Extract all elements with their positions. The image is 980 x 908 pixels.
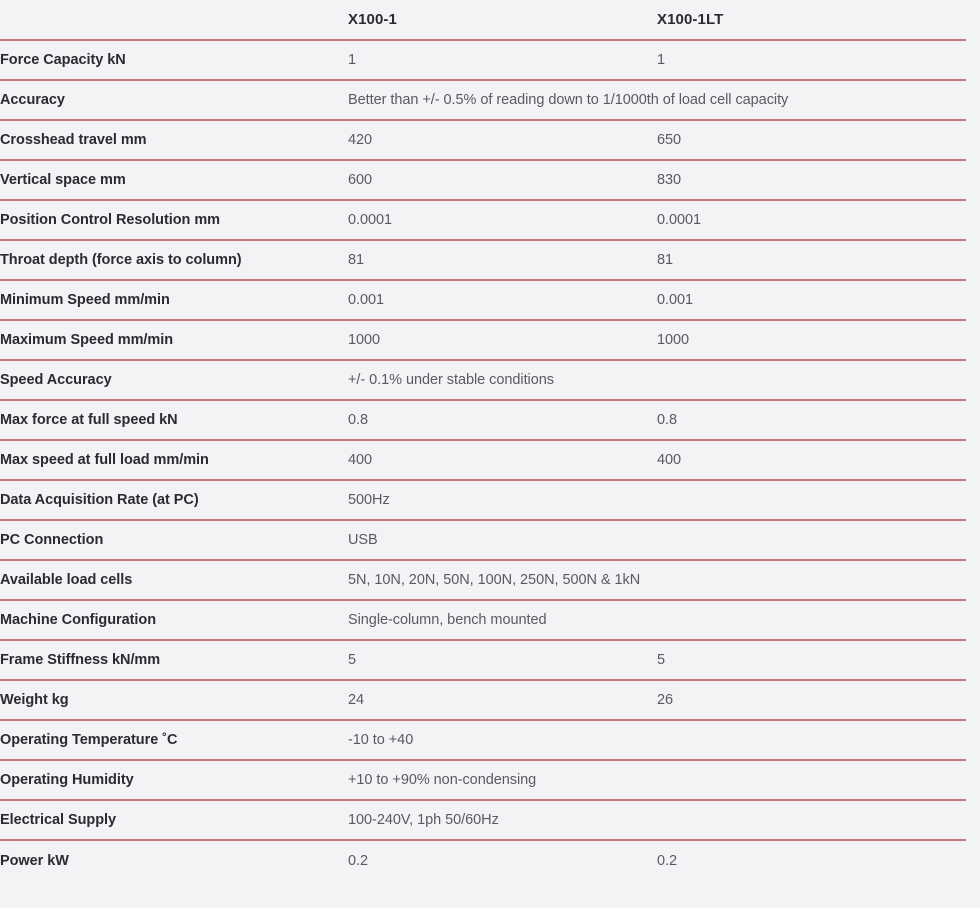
table-row [0, 720, 980, 760]
spec-value-x100-1: 0.2 [348, 852, 369, 869]
spec-label: Accuracy [0, 80, 348, 120]
table-row [0, 400, 980, 440]
table-row [0, 40, 980, 80]
spec-value-x100-1lt: 0.001 [657, 280, 980, 320]
spec-label: Max force at full speed kN [0, 400, 348, 440]
spec-label: Speed Accuracy [0, 360, 348, 400]
spec-value-x100-1: 0.0001 [348, 200, 657, 240]
spec-value-shared: 500Hz [348, 480, 980, 520]
spec-value-shared: -10 to +40 [348, 720, 980, 760]
table-row [0, 240, 980, 280]
spec-value-shared: USB [348, 520, 980, 560]
table-row [0, 760, 980, 800]
spec-value-shared: 100-240V, 1ph 50/60Hz [348, 800, 980, 840]
spec-value-x100-1: 5 [348, 640, 657, 680]
spec-value-x100-1lt: 1000 [657, 320, 980, 360]
spec-value-x100-1: 24 [348, 680, 657, 720]
spec-value-x100-1lt: 0.2 [657, 852, 678, 869]
table-row [0, 160, 980, 200]
table-row [0, 440, 980, 480]
spec-value-x100-1: 0.8 [348, 400, 657, 440]
spec-value-x100-1: 400 [348, 440, 657, 480]
spec-value-x100-1lt: 5 [657, 640, 980, 680]
table-header [0, 0, 980, 40]
spec-value-shared: Single-column, bench mounted [348, 600, 980, 640]
column-header-x100-1lt: X100-1LT [657, 0, 980, 40]
spec-value-x100-1lt: 830 [657, 160, 980, 200]
table-body [0, 40, 980, 880]
spec-label: Operating Humidity [0, 760, 348, 800]
spec-label: Operating Temperature ˚C [0, 720, 348, 760]
spec-label: Position Control Resolution mm [0, 200, 348, 240]
spec-value-shared: 5N, 10N, 20N, 50N, 100N, 250N, 500N & 1kN [348, 560, 980, 600]
spec-label: Max speed at full load mm/min [0, 440, 348, 480]
spec-value-x100-1: 1 [348, 40, 657, 80]
table-row [0, 640, 980, 680]
spec-label: Data Acquisition Rate (at PC) [0, 480, 348, 520]
spec-label: Available load cells [0, 560, 348, 600]
spec-label: Minimum Speed mm/min [0, 280, 348, 320]
table-row [0, 80, 980, 120]
spec-label: Weight kg [0, 680, 348, 720]
spec-value-x100-1: 1000 [348, 320, 657, 360]
spec-value-x100-1lt: 81 [657, 240, 980, 280]
spec-value-x100-1: 420 [348, 120, 657, 160]
table-header-row [0, 0, 980, 40]
table-row [0, 840, 980, 880]
spec-value-shared: Better than +/- 0.5% of reading down to 1/1000th of load cell capacity [348, 80, 980, 120]
table-row [0, 360, 980, 400]
spec-label: Electrical Supply [0, 800, 348, 840]
column-header-x100-1: X100-1 [348, 0, 657, 40]
column-header-specification [0, 0, 348, 40]
table-row [0, 120, 980, 160]
spec-label: Machine Configuration [0, 600, 348, 640]
spec-value-shared: +/- 0.1% under stable conditions [348, 360, 980, 400]
spec-label: Crosshead travel mm [0, 120, 348, 160]
table-row [0, 200, 980, 240]
table-row [0, 680, 980, 720]
spec-label: Maximum Speed mm/min [0, 320, 348, 360]
spec-label: Throat depth (force axis to column) [0, 240, 348, 280]
spec-label: PC Connection [0, 520, 348, 560]
spec-label: Frame Stiffness kN/mm [0, 640, 348, 680]
spec-value-x100-1: 600 [348, 160, 657, 200]
spec-value-x100-1: 81 [348, 240, 657, 280]
spec-value-x100-1lt: 1 [657, 40, 980, 80]
spec-value-x100-1lt: 400 [657, 440, 980, 480]
table-row [0, 480, 980, 520]
spec-value-x100-1: 0.001 [348, 280, 657, 320]
spec-label: Force Capacity kN [0, 40, 348, 80]
spec-value-x100-1lt: 26 [657, 680, 980, 720]
spec-label: Vertical space mm [0, 160, 348, 200]
spec-label: Power kW [0, 852, 69, 869]
spec-value-x100-1lt: 0.8 [657, 400, 980, 440]
table-row [0, 800, 980, 840]
table-row [0, 280, 980, 320]
table-row [0, 560, 980, 600]
spec-value-x100-1lt: 0.0001 [657, 200, 980, 240]
spec-value-x100-1lt: 650 [657, 120, 980, 160]
table-row [0, 600, 980, 640]
spec-value-shared: +10 to +90% non-condensing [348, 760, 980, 800]
table-row [0, 320, 980, 360]
table-row [0, 520, 980, 560]
